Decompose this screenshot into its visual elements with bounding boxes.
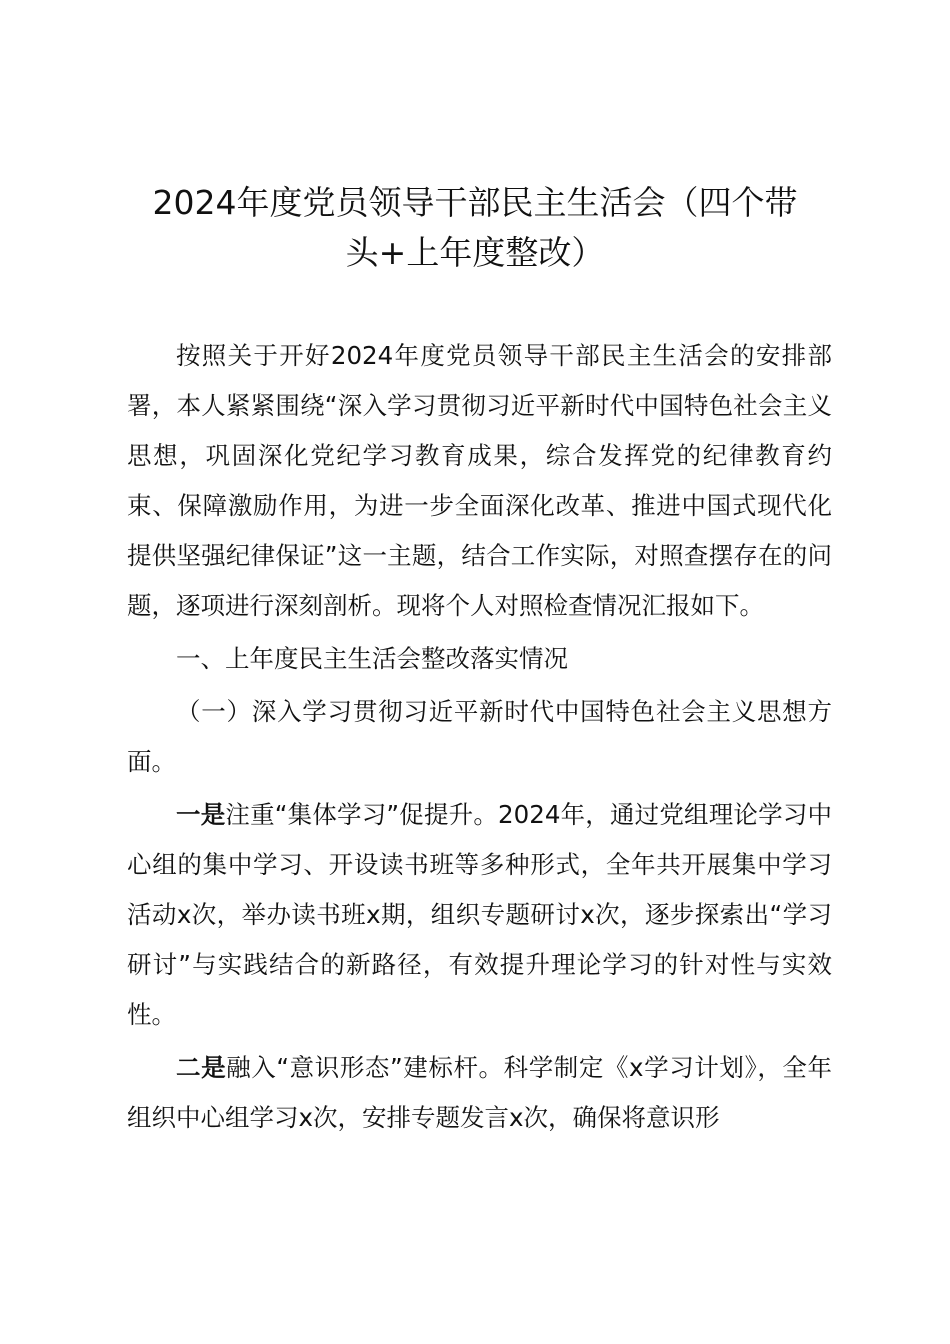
list-item-1-text: 注重“集体学习”促提升。2024年，通过党组理论学习中心组的集中学习、开设读书班等多种形式，全年共开展集中学习活动x次，举办读书班x期，组织专题研讨x次，逐步探索出“学习研讨”与实践结合的新路径，有效提升理论学习的针对性与实效性。 [127, 800, 833, 1029]
list-item-2-lead: 二是 [176, 1053, 227, 1082]
list-item-1-lead: 一是 [176, 800, 226, 829]
document-title [120, 178, 830, 278]
title-line-2: 头+上年度整改） [345, 233, 605, 272]
subsection-heading-1: （一）深入学习贯彻习近平新时代中国特色社会主义思想方面。 [127, 697, 832, 776]
list-item-2 [127, 1043, 832, 1143]
intro-paragraph: 按照关于开好2024年度党员领导干部民主生活会的安排部署，本人紧紧围绕“深入学习贯彻习近平新时代中国特色社会主义思想，巩固深化党纪学习教育成果，综合发挥党的纪律教育约束、保障激励作用，为进一步全面深化改革、推进中国式现代化提供坚强纪律保证”这一主题，结合工作实际，对照查摆存在的问题，逐项进行深刻剖析。现将个人对照检查情况汇报如下。 [127, 341, 832, 620]
list-item-1 [127, 790, 832, 1040]
title-line-1: 2024年度党员领导干部民主生活会（四个带 [152, 183, 798, 222]
document-body [127, 331, 832, 1143]
list-item-2-text: 融入“意识形态”建标杆。科学制定《x学习计划》，全年组织中心组学习x次，安排专题发言x次，确保将意识形 [127, 1053, 833, 1132]
section-heading-1: 一、上年度民主生活会整改落实情况 [176, 644, 568, 673]
